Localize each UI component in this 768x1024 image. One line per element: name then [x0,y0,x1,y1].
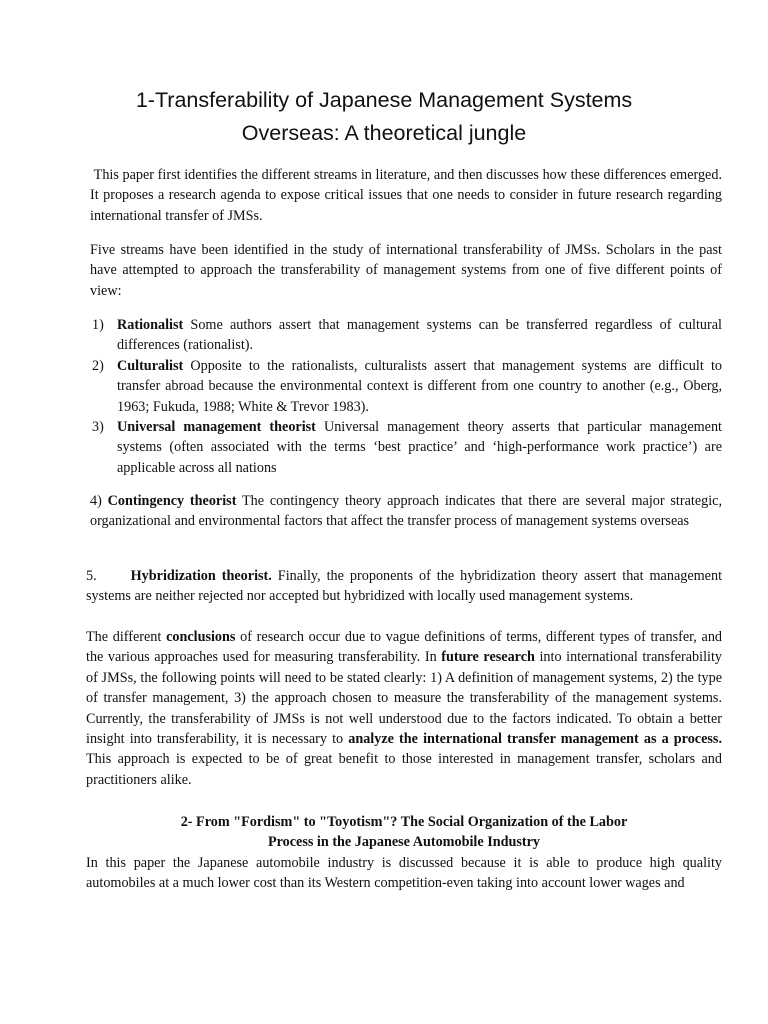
list-number: 3) [92,419,104,436]
section-2-paragraph: In this paper the Japanese automobile industry is discussed because it is able to produce high quality automobiles at a much lower cost than its Western competition-even taking into account lower wages and [86,855,722,892]
section-2-heading [86,812,722,853]
section-2-heading-line-1: 2- From "Fordism" to "Toyotism"? The Social Organization of the Labor [180,814,628,830]
list-text: Some authors assert that management systems can be transferred regardless of cultural differences (rationalist). [117,317,722,354]
contingency-text: The contingency theory approach indicates that there are several major strategic, organizational and environmental factors that affect the transfer process of management systems overseas [90,493,722,530]
intro-paragraph [90,165,722,226]
list-number: 1) [92,317,104,333]
section-2-heading-line-2: Process in the Japanese Automobile Industry [267,834,541,851]
hybridization-number: 5. [86,568,97,584]
hybridization-paragraph [86,566,722,607]
future-research-bold-term: future research [441,649,535,666]
list-term: Culturalist [117,357,184,374]
streams-list [92,315,722,478]
list-item [92,417,722,478]
conclusions-text: into international transferability of JMSs, the following points will need to be stated clearly: 1) A definition of management systems, 2) the type of transfer management, 3) the approach chosen to measure the transferability of the management systems. Currently, the transferability of JMSs is not well understood due to the factors indicated. To obtain a better insight into transferability, it is necessary to [86,649,723,748]
contingency-term: Contingency theorist [107,493,237,509]
conclusions-bold-term: conclusions [166,629,236,645]
analyze-process-bold-phrase: analyze the international transfer management as a process. [348,731,722,748]
conclusions-text: This approach is expected to be of great benefit to those interested in management transfer, scholars and practitioners alike. [86,751,722,788]
list-item [92,315,722,356]
streams-paragraph: Five streams have been identified in the study of international transferability of JMSs. Scholars in the past have attempted to approach the transferability of management systems from one of five different points of view: [90,242,722,299]
contingency-paragraph [90,491,722,532]
conclusions-text: The different [86,629,167,645]
list-item [92,356,722,417]
document-title [40,84,728,150]
hybridization-text: Finally, the proponents of the hybridization theory assert that management systems are neither rejected nor accepted but hybridized with locally used management systems. [86,568,723,605]
title-line-2: Overseas: A theoretical jungle [241,121,527,145]
list-number: 2) [92,357,104,374]
list-text: Opposite to the rationalists, culturalists assert that management systems are difficult to transfer abroad because the environmental context is different from one country to another (e.g., Oberg, 1963; Fukuda, 1988; White & Trevor 1983). [117,357,722,415]
conclusions-text: of research occur due to vague definitions of terms, different types of transfer, and the various approaches used for measuring transferability. In [86,629,723,666]
list-text: Universal management theory asserts that particular management systems (often associated with the terms ‘best practice’ and ‘high-performance work practice’) are applicable across all nations [117,419,722,476]
contingency-number: 4) [90,493,102,509]
hybridization-term: Hybridization theorist. [130,568,272,584]
title-line-1: 1-Transferability of Japanese Management Systems [135,88,633,112]
intro-text: This paper first identifies the different streams in literature, and then discusses how these differences emerged. It proposes a research agenda to expose critical issues that one needs to consider in future research regarding international transfer of JMSs. [90,167,722,224]
list-term: Universal management theorist [117,419,316,436]
list-term: Rationalist [117,317,184,333]
conclusions-paragraph [86,627,722,790]
